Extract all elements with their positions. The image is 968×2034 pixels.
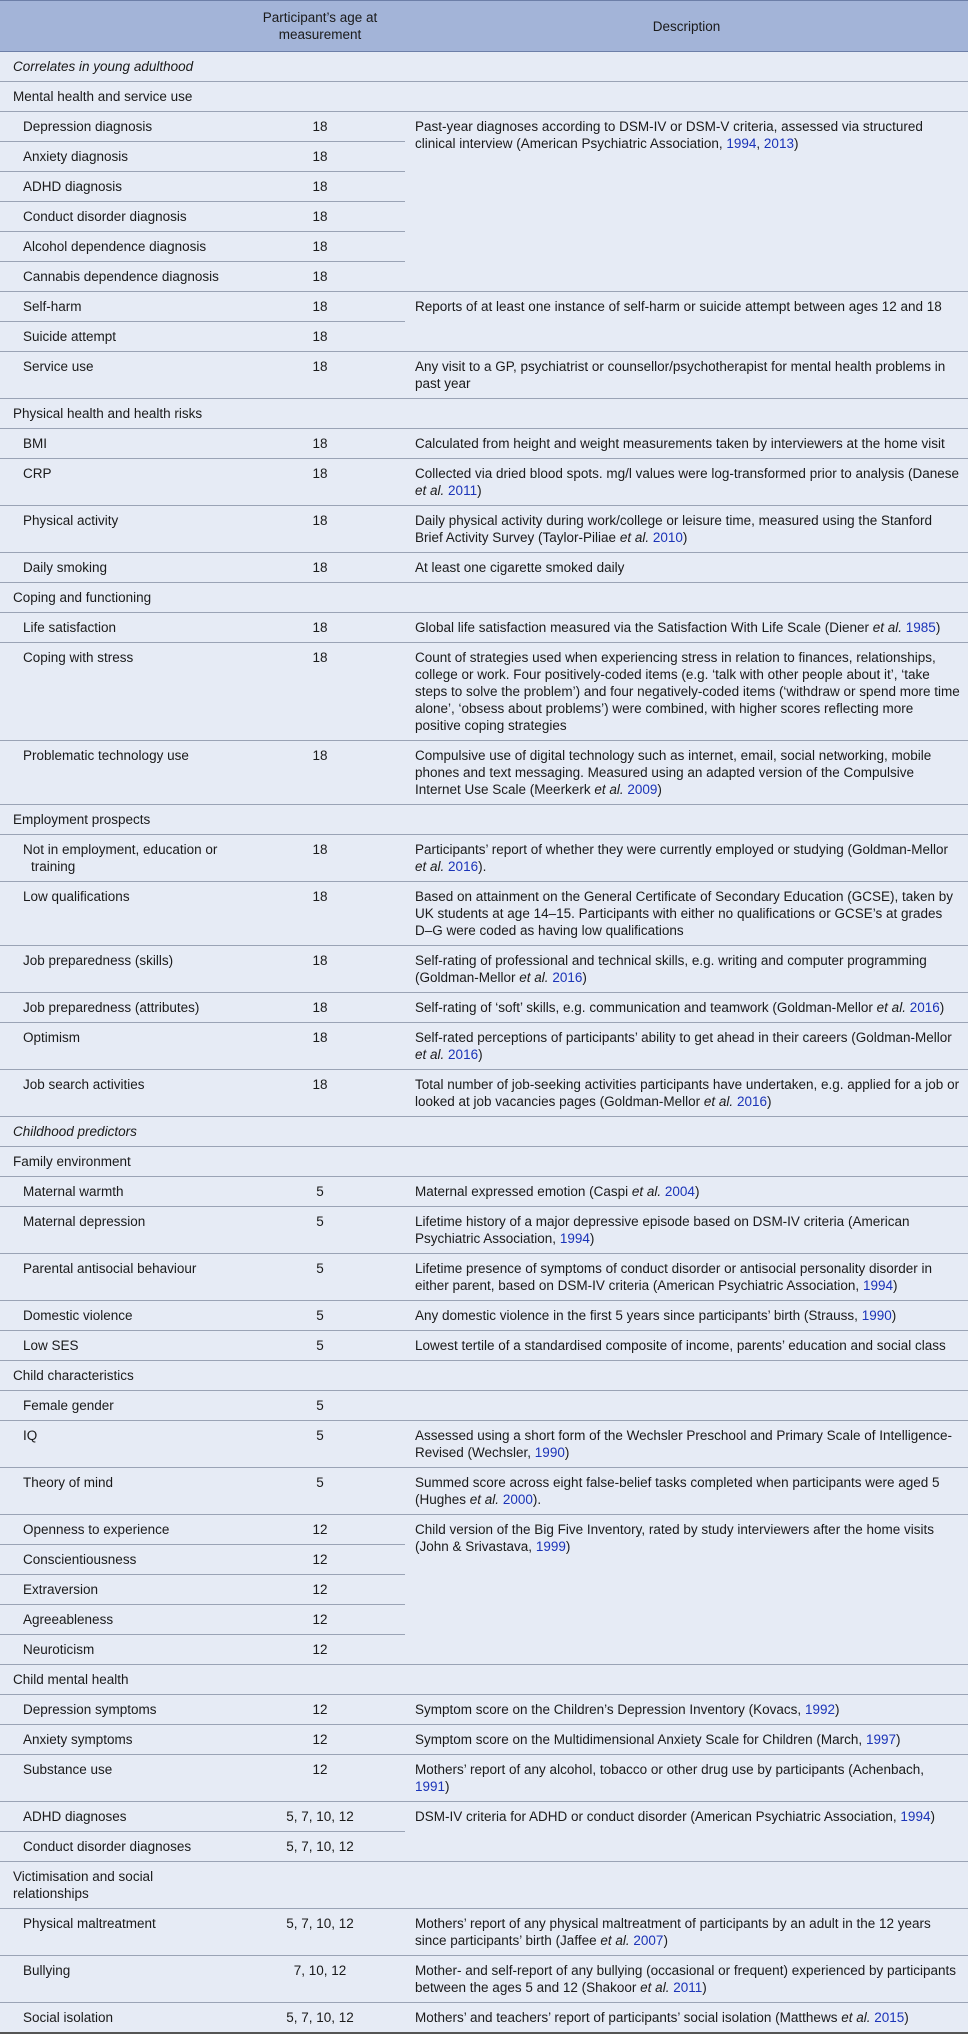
- table-row: [0, 741, 968, 805]
- variable-name: Maternal depression: [0, 1207, 235, 1254]
- description: Lowest tertile of a standardised composite of income, parents’ education and social class: [405, 1331, 968, 1361]
- table-row: [0, 1421, 968, 1468]
- description: Past-year diagnoses according to DSM-IV or DSM-V criteria, assessed via structured clinical interview (American Psychiatric Association, 1994, 2013): [405, 112, 968, 292]
- age-at-measurement: 18: [235, 1023, 405, 1070]
- description: Global life satisfaction measured via the Satisfaction With Life Scale (Diener et al. 1985): [405, 613, 968, 643]
- group-heading: [0, 583, 968, 613]
- description: Total number of job-seeking activities participants have undertaken, e.g. applied for a job or looked at job vacancies pages (Goldman-Mellor et al. 2016): [405, 1070, 968, 1117]
- variable-name: BMI: [0, 429, 235, 459]
- age-at-measurement: 18: [235, 112, 405, 142]
- variable-name: Agreeableness: [0, 1605, 235, 1635]
- age-at-measurement: 18: [235, 262, 405, 292]
- citation-year-link[interactable]: 2004: [664, 1184, 695, 1199]
- variable-name: Suicide attempt: [0, 322, 235, 352]
- variable-name: Theory of mind: [0, 1468, 235, 1515]
- citation-year-link[interactable]: 1994: [726, 136, 757, 151]
- age-at-measurement: 5: [235, 1301, 405, 1331]
- table-row: [0, 553, 968, 583]
- age-at-measurement: 12: [235, 1635, 405, 1665]
- citation-year-link[interactable]: 2013: [763, 136, 794, 151]
- group-title: Mental health and service use: [0, 82, 235, 112]
- table-row: [0, 112, 968, 142]
- et-al: et al.: [415, 483, 445, 498]
- empty-cell: [235, 1147, 405, 1177]
- group-heading: [0, 82, 968, 112]
- table-row: [0, 1468, 968, 1515]
- age-at-measurement: 5: [235, 1254, 405, 1301]
- age-at-measurement: 18: [235, 643, 405, 741]
- empty-cell: [235, 82, 405, 112]
- et-al: et al.: [640, 1980, 670, 1995]
- empty-cell: [235, 1862, 405, 1909]
- table-row: [0, 1177, 968, 1207]
- variable-name: Substance use: [0, 1755, 235, 1802]
- et-al: et al.: [841, 2010, 871, 2025]
- age-at-measurement: 18: [235, 292, 405, 322]
- description: Reports of at least one instance of self-harm or suicide attempt between ages 12 and 18: [405, 292, 968, 352]
- age-at-measurement: 5, 7, 10, 12: [235, 1832, 405, 1862]
- table-row: [0, 1755, 968, 1802]
- variable-name: CRP: [0, 459, 235, 506]
- description: Assessed using a short form of the Wechsler Preschool and Primary Scale of Intelligence-Revised (Wechsler, 1990): [405, 1421, 968, 1468]
- variable-name: Maternal warmth: [0, 1177, 235, 1207]
- empty-cell: [235, 583, 405, 613]
- citation-year-link[interactable]: 1991: [415, 1779, 446, 1794]
- table-row: [0, 882, 968, 946]
- description: At least one cigarette smoked daily: [405, 553, 968, 583]
- empty-cell: [405, 1361, 968, 1391]
- citation-year-link[interactable]: 2016: [552, 970, 583, 985]
- variable-name: Bullying: [0, 1956, 235, 2003]
- variable-name: Problematic technology use: [0, 741, 235, 805]
- description: Collected via dried blood spots. mg/l values were log-transformed prior to analysis (Danese et al. 2011): [405, 459, 968, 506]
- table-row: [0, 643, 968, 741]
- section-title: Correlates in young adulthood: [0, 52, 968, 82]
- variable-name: Alcohol dependence diagnosis: [0, 232, 235, 262]
- variable-name: Physical activity: [0, 506, 235, 553]
- age-at-measurement: 18: [235, 553, 405, 583]
- description: Maternal expressed emotion (Caspi et al. 2004): [405, 1177, 968, 1207]
- table-row: [0, 1070, 968, 1117]
- citation-year-link[interactable]: 2011: [673, 1980, 703, 1995]
- variable-name: ADHD diagnoses: [0, 1802, 235, 1832]
- age-at-measurement: 18: [235, 172, 405, 202]
- age-at-measurement: 18: [235, 613, 405, 643]
- age-at-measurement: 12: [235, 1755, 405, 1802]
- description: Symptom score on the Children’s Depression Inventory (Kovacs, 1992): [405, 1695, 968, 1725]
- citation-year-link[interactable]: 2010: [652, 530, 683, 545]
- table-row: [0, 1695, 968, 1725]
- group-heading: [0, 805, 968, 835]
- citation-year-link[interactable]: 2011: [448, 483, 478, 498]
- table-row: [0, 1909, 968, 1956]
- et-al: et al.: [703, 1094, 734, 1109]
- variable-name: ADHD diagnosis: [0, 172, 235, 202]
- et-al: et al.: [594, 782, 624, 797]
- empty-cell: [405, 82, 968, 112]
- variable-name: Low SES: [0, 1331, 235, 1361]
- age-at-measurement: 5: [235, 1468, 405, 1515]
- et-al: et al.: [519, 970, 549, 985]
- empty-cell: [235, 1361, 405, 1391]
- description: Based on attainment on the General Certificate of Secondary Education (GCSE), taken by UK students at age 14–15. Participants with either no qualifications or GCSE’s at grades D–G were coded as having low qualifications: [405, 882, 968, 946]
- et-al: et al.: [619, 530, 650, 545]
- table-row: [0, 1391, 968, 1421]
- description: Self-rated perceptions of participants’ ability to get ahead in their careers (Goldman-Mellor et al. 2016): [405, 1023, 968, 1070]
- et-al: et al.: [469, 1492, 500, 1507]
- variable-name: Physical maltreatment: [0, 1909, 235, 1956]
- header-age: Participant’s age at measurement: [235, 1, 405, 52]
- citation-year-link[interactable]: 2016: [448, 1047, 479, 1062]
- variable-name: Domestic violence: [0, 1301, 235, 1331]
- age-at-measurement: 5: [235, 1207, 405, 1254]
- group-title: Victimisation and social relationships: [0, 1862, 235, 1909]
- variable-name: IQ: [0, 1421, 235, 1468]
- citation-year-link[interactable]: 2015: [874, 2010, 905, 2025]
- age-at-measurement: 12: [235, 1515, 405, 1545]
- description: Self-rating of professional and technical skills, e.g. writing and computer programming (Goldman-Mellor et al. 2016): [405, 946, 968, 993]
- empty-cell: [405, 1147, 968, 1177]
- variable-name: Optimism: [0, 1023, 235, 1070]
- section-heading: [0, 52, 968, 82]
- age-at-measurement: 18: [235, 993, 405, 1023]
- age-at-measurement: 5: [235, 1177, 405, 1207]
- variable-name: Female gender: [0, 1391, 235, 1421]
- age-at-measurement: 12: [235, 1725, 405, 1755]
- header-description: Description: [405, 1, 968, 52]
- citation-year-link[interactable]: 1997: [865, 1732, 896, 1747]
- variable-name: Openness to experience: [0, 1515, 235, 1545]
- group-heading: [0, 399, 968, 429]
- age-at-measurement: 12: [235, 1545, 405, 1575]
- table-row: [0, 506, 968, 553]
- variable-name: Depression diagnosis: [0, 112, 235, 142]
- group-heading: [0, 1862, 968, 1909]
- age-at-measurement: 18: [235, 835, 405, 882]
- description: [405, 1391, 968, 1421]
- empty-cell: [405, 805, 968, 835]
- description: Lifetime history of a major depressive episode based on DSM-IV criteria (American Psychiatric Association, 1994): [405, 1207, 968, 1254]
- citation-year-link[interactable]: 2000: [502, 1492, 533, 1507]
- table-row: [0, 993, 968, 1023]
- age-at-measurement: 18: [235, 202, 405, 232]
- citation-year-link[interactable]: 1994: [559, 1231, 590, 1246]
- variable-name: Service use: [0, 352, 235, 399]
- header-variable: [0, 1, 235, 52]
- table-row: [0, 1207, 968, 1254]
- citation-year-link[interactable]: 2007: [633, 1933, 664, 1948]
- description: Lifetime presence of symptoms of conduct disorder or antisocial personality disorder in either parent, based on DSM-IV criteria (American Psychiatric Association, 1994): [405, 1254, 968, 1301]
- table-row: [0, 459, 968, 506]
- description: Mothers’ report of any alcohol, tobacco or other drug use by participants (Achenbach, 1991): [405, 1755, 968, 1802]
- age-at-measurement: 18: [235, 506, 405, 553]
- section-title: Childhood predictors: [0, 1117, 968, 1147]
- table-row: [0, 1331, 968, 1361]
- table-row: [0, 1515, 968, 1545]
- et-al: et al.: [872, 620, 902, 635]
- variable-name: Conscientiousness: [0, 1545, 235, 1575]
- citation-year-link[interactable]: 2016: [736, 1094, 767, 1109]
- citation-year-link[interactable]: 1992: [804, 1702, 835, 1717]
- group-title: Child mental health: [0, 1665, 235, 1695]
- variable-name: Daily smoking: [0, 553, 235, 583]
- table-row: [0, 835, 968, 882]
- table-row: [0, 1023, 968, 1070]
- description: Count of strategies used when experiencing stress in relation to finances, relationships, college or work. Four positively-coded items (e.g. ‘talk with other people about it’, ‘take steps to solve the problem’) and four negatively-coded items (‘withdraw or spend more time alone’, ‘obsess about problems’) were combined, with higher scores reflecting more positive coping strategies: [405, 643, 968, 741]
- citation-year-link[interactable]: 2009: [627, 782, 658, 797]
- table-header: [0, 1, 968, 52]
- variable-name: Job preparedness (attributes): [0, 993, 235, 1023]
- group-heading: [0, 1665, 968, 1695]
- description: Compulsive use of digital technology such as internet, email, social networking, mobile phones and text messaging. Measured using an adapted version of the Compulsive Internet Use Scale (Meerkerk et al. 2009): [405, 741, 968, 805]
- table-row: [0, 613, 968, 643]
- variable-name: Life satisfaction: [0, 613, 235, 643]
- variable-name: Extraversion: [0, 1575, 235, 1605]
- et-al: et al.: [415, 859, 445, 874]
- table-row: [0, 352, 968, 399]
- et-al: et al.: [600, 1933, 630, 1948]
- age-at-measurement: 18: [235, 741, 405, 805]
- description: Mothers’ report of any physical maltreatment of participants by an adult in the 12 years since participants’ birth (Jaffee et al. 2007): [405, 1909, 968, 1956]
- age-at-measurement: 18: [235, 946, 405, 993]
- table-row: [0, 1956, 968, 2003]
- citation-year-link[interactable]: 1990: [534, 1445, 565, 1460]
- variable-name: Conduct disorder diagnoses: [0, 1832, 235, 1862]
- description: Self-rating of ‘soft’ skills, e.g. communication and teamwork (Goldman-Mellor et al. 2016): [405, 993, 968, 1023]
- variable-name: Job search activities: [0, 1070, 235, 1117]
- empty-cell: [235, 1665, 405, 1695]
- group-heading: [0, 1147, 968, 1177]
- description: Any domestic violence in the first 5 years since participants’ birth (Strauss, 1990): [405, 1301, 968, 1331]
- description: DSM-IV criteria for ADHD or conduct disorder (American Psychiatric Association, 1994): [405, 1802, 968, 1862]
- age-at-measurement: 12: [235, 1695, 405, 1725]
- group-title: Employment prospects: [0, 805, 235, 835]
- empty-cell: [405, 1665, 968, 1695]
- citation-year-link[interactable]: 1999: [535, 1539, 566, 1554]
- variable-name: Social isolation: [0, 2003, 235, 2034]
- table-body: [0, 52, 968, 2034]
- table-row: [0, 946, 968, 993]
- citation-year-link[interactable]: 2016: [448, 859, 479, 874]
- et-al: et al.: [631, 1184, 662, 1199]
- citation-year-link[interactable]: 1994: [900, 1809, 931, 1824]
- group-title: Child characteristics: [0, 1361, 235, 1391]
- age-at-measurement: 18: [235, 1070, 405, 1117]
- table-row: [0, 1301, 968, 1331]
- empty-cell: [235, 805, 405, 835]
- age-at-measurement: 5: [235, 1421, 405, 1468]
- variable-name: Not in employment, education or training: [0, 835, 235, 882]
- variable-name: Anxiety symptoms: [0, 1725, 235, 1755]
- variable-name: Parental antisocial behaviour: [0, 1254, 235, 1301]
- variable-name: Cannabis dependence diagnosis: [0, 262, 235, 292]
- table-row: [0, 2003, 968, 2034]
- age-at-measurement: 18: [235, 429, 405, 459]
- table-row: [0, 429, 968, 459]
- citation-year-link[interactable]: 1994: [862, 1278, 893, 1293]
- age-at-measurement: 5, 7, 10, 12: [235, 1909, 405, 1956]
- citation-year-link[interactable]: 2016: [909, 1000, 940, 1015]
- description: Calculated from height and weight measurements taken by interviewers at the home visit: [405, 429, 968, 459]
- age-at-measurement: 7, 10, 12: [235, 1956, 405, 2003]
- variable-name: Self-harm: [0, 292, 235, 322]
- age-at-measurement: 18: [235, 232, 405, 262]
- et-al: et al.: [876, 1000, 906, 1015]
- et-al: et al.: [415, 1047, 445, 1062]
- age-at-measurement: 5, 7, 10, 12: [235, 2003, 405, 2034]
- age-at-measurement: 18: [235, 142, 405, 172]
- empty-cell: [405, 1862, 968, 1909]
- age-at-measurement: 12: [235, 1605, 405, 1635]
- description: Symptom score on the Multidimensional Anxiety Scale for Children (March, 1997): [405, 1725, 968, 1755]
- variable-name: Neuroticism: [0, 1635, 235, 1665]
- variable-name: Job preparedness (skills): [0, 946, 235, 993]
- age-at-measurement: 5, 7, 10, 12: [235, 1802, 405, 1832]
- age-at-measurement: 5: [235, 1331, 405, 1361]
- variable-name: Low qualifications: [0, 882, 235, 946]
- description: Child version of the Big Five Inventory, rated by study interviewers after the home visits (John & Srivastava, 1999): [405, 1515, 968, 1665]
- table-row: [0, 1802, 968, 1832]
- age-at-measurement: 18: [235, 352, 405, 399]
- empty-cell: [405, 399, 968, 429]
- description: Summed score across eight false-belief tasks completed when participants were aged 5 (Hughes et al. 2000).: [405, 1468, 968, 1515]
- citation-year-link[interactable]: 1990: [861, 1308, 892, 1323]
- group-heading: [0, 1361, 968, 1391]
- empty-cell: [405, 583, 968, 613]
- age-at-measurement: 18: [235, 882, 405, 946]
- group-title: Physical health and health risks: [0, 399, 235, 429]
- age-at-measurement: 5: [235, 1391, 405, 1421]
- description: Participants’ report of whether they were currently employed or studying (Goldman-Mellor et al. 2016).: [405, 835, 968, 882]
- age-at-measurement: 18: [235, 322, 405, 352]
- table-row: [0, 1725, 968, 1755]
- description: Daily physical activity during work/college or leisure time, measured using the Stanford Brief Activity Survey (Taylor-Piliae et al. 2010): [405, 506, 968, 553]
- age-at-measurement: 12: [235, 1575, 405, 1605]
- group-title: Coping and functioning: [0, 583, 235, 613]
- citation-year-link[interactable]: 1985: [905, 620, 936, 635]
- table-row: [0, 292, 968, 322]
- variable-name: Anxiety diagnosis: [0, 142, 235, 172]
- empty-cell: [235, 399, 405, 429]
- description: Mother- and self-report of any bullying (occasional or frequent) experienced by participants between the ages 5 and 12 (Shakoor et al. 2011): [405, 1956, 968, 2003]
- age-at-measurement: 18: [235, 459, 405, 506]
- table-row: [0, 1254, 968, 1301]
- variable-name: Conduct disorder diagnosis: [0, 202, 235, 232]
- description: Any visit to a GP, psychiatrist or counsellor/psychotherapist for mental health problems in past year: [405, 352, 968, 399]
- group-title: Family environment: [0, 1147, 235, 1177]
- variable-name: Coping with stress: [0, 643, 235, 741]
- description: Mothers’ and teachers’ report of participants’ social isolation (Matthews et al. 2015): [405, 2003, 968, 2034]
- variable-name: Depression symptoms: [0, 1695, 235, 1725]
- section-heading: [0, 1117, 968, 1147]
